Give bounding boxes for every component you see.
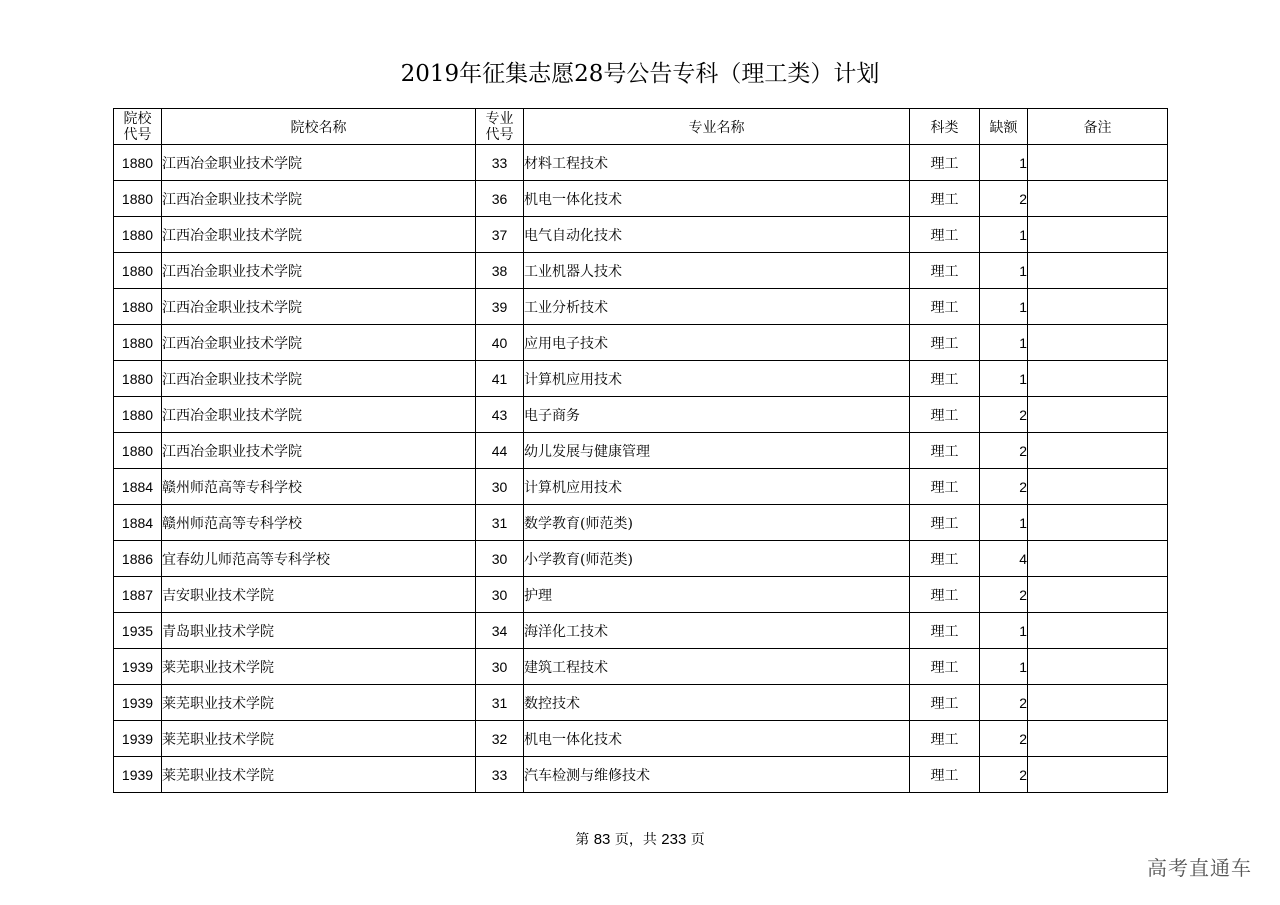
cell-vacancy: 1 [980,613,1028,649]
page-footer: 第 83 页，共 233 页 [575,831,705,848]
cell-school-code: 1880 [114,289,162,325]
table-row [114,757,1168,793]
cell-major-name: 材料工程技术 [524,145,910,181]
cell-category: 理工 [910,145,980,181]
cell-category: 理工 [910,757,980,793]
cell-major-name: 护理 [524,577,910,613]
cell-remarks [1028,469,1168,505]
cell-remarks [1028,361,1168,397]
cell-school-code: 1880 [114,181,162,217]
header-major-name: 专业名称 [524,109,910,145]
cell-school-code: 1884 [114,505,162,541]
cell-major-name: 电子商务 [524,397,910,433]
cell-major-code: 44 [476,433,524,469]
cell-school-code: 1880 [114,325,162,361]
table-row [114,289,1168,325]
cell-school-name: 江西冶金职业技术学院 [162,217,476,253]
cell-major-name: 工业分析技术 [524,289,910,325]
table-row [114,253,1168,289]
table-row [114,505,1168,541]
cell-remarks [1028,325,1168,361]
header-major-code: 专业 代号 [476,109,524,145]
cell-category: 理工 [910,397,980,433]
cell-category: 理工 [910,469,980,505]
header-vacancy: 缺额 [980,109,1028,145]
cell-vacancy: 1 [980,649,1028,685]
cell-vacancy: 1 [980,325,1028,361]
cell-major-code: 31 [476,685,524,721]
cell-vacancy: 1 [980,289,1028,325]
cell-remarks [1028,577,1168,613]
cell-remarks [1028,685,1168,721]
page-title: 2019年征集志愿28号公告专科（理工类）计划 [400,61,880,87]
cell-major-name: 计算机应用技术 [524,469,910,505]
table-row [114,577,1168,613]
cell-vacancy: 1 [980,217,1028,253]
cell-school-code: 1880 [114,397,162,433]
cell-school-name: 莱芜职业技术学院 [162,721,476,757]
cell-major-code: 37 [476,217,524,253]
cell-category: 理工 [910,433,980,469]
cell-remarks [1028,289,1168,325]
cell-category: 理工 [910,325,980,361]
cell-school-code: 1886 [114,541,162,577]
cell-remarks [1028,181,1168,217]
cell-major-name: 幼儿发展与健康管理 [524,433,910,469]
cell-vacancy: 2 [980,577,1028,613]
cell-school-name: 莱芜职业技术学院 [162,649,476,685]
cell-major-code: 30 [476,469,524,505]
cell-category: 理工 [910,361,980,397]
cell-category: 理工 [910,721,980,757]
cell-major-code: 30 [476,577,524,613]
watermark-text: 高考直通车 [1147,856,1252,880]
cell-school-name: 莱芜职业技术学院 [162,685,476,721]
cell-major-code: 41 [476,361,524,397]
cell-school-code: 1884 [114,469,162,505]
cell-category: 理工 [910,613,980,649]
header-school-code: 院校 代号 [114,109,162,145]
cell-vacancy: 2 [980,685,1028,721]
cell-major-name: 汽车检测与维修技术 [524,757,910,793]
cell-school-name: 青岛职业技术学院 [162,613,476,649]
cell-major-name: 机电一体化技术 [524,181,910,217]
table-header-row [114,109,1168,145]
cell-major-code: 36 [476,181,524,217]
cell-category: 理工 [910,685,980,721]
header-school-name: 院校名称 [162,109,476,145]
cell-major-name: 工业机器人技术 [524,253,910,289]
cell-major-name: 小学教育(师范类) [524,541,910,577]
cell-major-code: 43 [476,397,524,433]
cell-major-name: 应用电子技术 [524,325,910,361]
cell-remarks [1028,253,1168,289]
cell-school-code: 1880 [114,253,162,289]
header-category: 科类 [910,109,980,145]
cell-school-name: 江西冶金职业技术学院 [162,289,476,325]
cell-school-code: 1939 [114,721,162,757]
cell-school-name: 江西冶金职业技术学院 [162,397,476,433]
cell-school-code: 1935 [114,613,162,649]
cell-major-code: 32 [476,721,524,757]
table-row [114,145,1168,181]
cell-major-name: 建筑工程技术 [524,649,910,685]
cell-major-name: 计算机应用技术 [524,361,910,397]
table-row [114,397,1168,433]
table-row [114,181,1168,217]
total-pages-number: 233 [661,831,687,848]
cell-school-name: 赣州师范高等专科学校 [162,469,476,505]
cell-school-name: 吉安职业技术学院 [162,577,476,613]
table-row [114,361,1168,397]
table-row [114,433,1168,469]
cell-remarks [1028,541,1168,577]
cell-school-code: 1880 [114,433,162,469]
table-body [114,145,1168,793]
cell-major-code: 31 [476,505,524,541]
cell-major-code: 33 [476,757,524,793]
cell-category: 理工 [910,289,980,325]
cell-major-code: 40 [476,325,524,361]
cell-vacancy: 2 [980,181,1028,217]
table-row [114,217,1168,253]
table-row [114,541,1168,577]
cell-category: 理工 [910,505,980,541]
cell-school-code: 1880 [114,217,162,253]
cell-major-code: 34 [476,613,524,649]
table-row [114,685,1168,721]
cell-school-code: 1939 [114,649,162,685]
cell-major-code: 30 [476,541,524,577]
cell-school-code: 1880 [114,361,162,397]
cell-school-name: 江西冶金职业技术学院 [162,253,476,289]
cell-school-name: 江西冶金职业技术学院 [162,433,476,469]
table-row [114,649,1168,685]
cell-school-name: 江西冶金职业技术学院 [162,361,476,397]
cell-major-name: 电气自动化技术 [524,217,910,253]
cell-vacancy: 1 [980,253,1028,289]
cell-school-name: 赣州师范高等专科学校 [162,505,476,541]
cell-major-name: 海洋化工技术 [524,613,910,649]
cell-major-code: 30 [476,649,524,685]
cell-category: 理工 [910,217,980,253]
table-row [114,469,1168,505]
cell-vacancy: 1 [980,361,1028,397]
cell-remarks [1028,721,1168,757]
table-row [114,721,1168,757]
header-remarks: 备注 [1028,109,1168,145]
cell-category: 理工 [910,577,980,613]
cell-category: 理工 [910,253,980,289]
cell-school-name: 江西冶金职业技术学院 [162,145,476,181]
cell-category: 理工 [910,649,980,685]
cell-remarks [1028,649,1168,685]
cell-remarks [1028,217,1168,253]
cell-school-name: 宜春幼儿师范高等专科学校 [162,541,476,577]
cell-major-code: 39 [476,289,524,325]
cell-school-code: 1939 [114,685,162,721]
cell-major-code: 38 [476,253,524,289]
cell-vacancy: 2 [980,469,1028,505]
cell-school-code: 1887 [114,577,162,613]
cell-category: 理工 [910,181,980,217]
cell-vacancy: 2 [980,397,1028,433]
current-page-number: 83 [593,831,611,848]
cell-vacancy: 2 [980,721,1028,757]
cell-major-code: 33 [476,145,524,181]
plan-table [113,108,1168,793]
cell-school-name: 江西冶金职业技术学院 [162,181,476,217]
cell-remarks [1028,145,1168,181]
cell-school-code: 1880 [114,145,162,181]
cell-school-name: 江西冶金职业技术学院 [162,325,476,361]
cell-vacancy: 2 [980,433,1028,469]
cell-vacancy: 2 [980,757,1028,793]
cell-remarks [1028,613,1168,649]
cell-remarks [1028,433,1168,469]
cell-vacancy: 1 [980,145,1028,181]
cell-major-name: 数学教育(师范类) [524,505,910,541]
cell-school-name: 莱芜职业技术学院 [162,757,476,793]
cell-major-name: 数控技术 [524,685,910,721]
cell-category: 理工 [910,541,980,577]
cell-vacancy: 4 [980,541,1028,577]
cell-school-code: 1939 [114,757,162,793]
cell-vacancy: 1 [980,505,1028,541]
cell-remarks [1028,397,1168,433]
table-row [114,613,1168,649]
cell-remarks [1028,757,1168,793]
table-row [114,325,1168,361]
cell-remarks [1028,505,1168,541]
cell-major-name: 机电一体化技术 [524,721,910,757]
